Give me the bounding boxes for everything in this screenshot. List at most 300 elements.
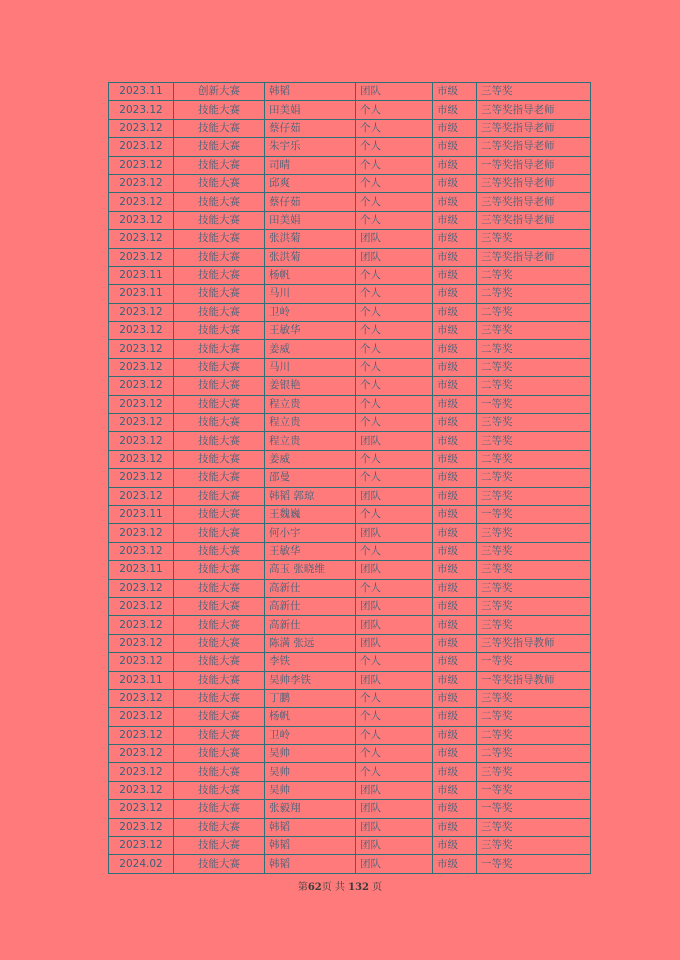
award-cell: 三等奖指导老师 (477, 211, 591, 229)
type-cell: 个人 (356, 303, 433, 321)
award-cell: 二等奖 (477, 469, 591, 487)
type-cell: 个人 (356, 138, 433, 156)
award-cell: 三等奖 (477, 597, 591, 615)
date-cell: 2023.12 (109, 542, 174, 560)
table-row (109, 818, 591, 836)
type-cell: 团队 (356, 432, 433, 450)
award-cell: 一等奖 (477, 855, 591, 873)
table-row (109, 211, 591, 229)
table-row (109, 689, 591, 707)
level-cell: 市级 (433, 340, 477, 358)
name-cell: 韩韬 (265, 855, 356, 873)
table-row (109, 174, 591, 192)
date-cell: 2023.12 (109, 101, 174, 119)
award-cell: 三等奖指导教师 (477, 634, 591, 652)
type-cell: 个人 (356, 266, 433, 284)
level-cell: 市级 (433, 358, 477, 376)
level-cell: 市级 (433, 818, 477, 836)
date-cell: 2023.12 (109, 340, 174, 358)
date-cell: 2023.12 (109, 156, 174, 174)
award-cell: 三等奖 (477, 561, 591, 579)
award-cell: 二等奖 (477, 745, 591, 763)
table-row (109, 542, 591, 560)
competition-cell: 技能大赛 (174, 193, 265, 211)
name-cell: 吴帅 (265, 745, 356, 763)
level-cell: 市级 (433, 524, 477, 542)
date-cell: 2023.11 (109, 505, 174, 523)
award-cell: 二等奖 (477, 708, 591, 726)
level-cell: 市级 (433, 248, 477, 266)
table-row (109, 450, 591, 468)
award-cell: 一等奖 (477, 653, 591, 671)
date-cell: 2023.12 (109, 800, 174, 818)
date-cell: 2023.12 (109, 579, 174, 597)
level-cell: 市级 (433, 138, 477, 156)
name-cell: 邵曼 (265, 469, 356, 487)
date-cell: 2023.12 (109, 248, 174, 266)
table-row (109, 138, 591, 156)
type-cell: 个人 (356, 414, 433, 432)
current-page-number: 62 (307, 882, 322, 893)
level-cell: 市级 (433, 322, 477, 340)
level-cell: 市级 (433, 708, 477, 726)
type-cell: 个人 (356, 505, 433, 523)
type-cell: 个人 (356, 689, 433, 707)
competition-cell: 技能大赛 (174, 156, 265, 174)
level-cell: 市级 (433, 726, 477, 744)
type-cell: 个人 (356, 763, 433, 781)
name-cell: 卫岭 (265, 726, 356, 744)
date-cell: 2023.12 (109, 193, 174, 211)
award-cell: 一等奖 (477, 800, 591, 818)
type-cell: 团队 (356, 597, 433, 615)
award-cell: 二等奖 (477, 358, 591, 376)
table-row (109, 377, 591, 395)
award-cell: 三等奖 (477, 818, 591, 836)
type-cell: 个人 (356, 745, 433, 763)
type-cell: 个人 (356, 119, 433, 137)
table-row (109, 505, 591, 523)
date-cell: 2023.12 (109, 745, 174, 763)
date-cell: 2023.12 (109, 653, 174, 671)
competition-cell: 技能大赛 (174, 395, 265, 413)
level-cell: 市级 (433, 781, 477, 799)
name-cell: 王敏华 (265, 322, 356, 340)
type-cell: 个人 (356, 156, 433, 174)
table-row (109, 193, 591, 211)
competition-cell: 技能大赛 (174, 303, 265, 321)
name-cell: 卫岭 (265, 303, 356, 321)
table-row (109, 156, 591, 174)
name-cell: 高新仕 (265, 597, 356, 615)
type-cell: 团队 (356, 230, 433, 248)
name-cell: 吴帅 (265, 781, 356, 799)
table-row (109, 579, 591, 597)
level-cell: 市级 (433, 83, 477, 101)
award-cell: 三等奖指导老师 (477, 248, 591, 266)
date-cell: 2023.12 (109, 119, 174, 137)
name-cell: 田美娟 (265, 101, 356, 119)
type-cell: 个人 (356, 653, 433, 671)
award-cell: 三等奖指导老师 (477, 193, 591, 211)
level-cell: 市级 (433, 634, 477, 652)
type-cell: 个人 (356, 101, 433, 119)
level-cell: 市级 (433, 653, 477, 671)
table-row (109, 616, 591, 634)
award-cell: 一等奖 (477, 395, 591, 413)
table-row (109, 266, 591, 284)
name-cell: 张洪菊 (265, 248, 356, 266)
table-row (109, 781, 591, 799)
name-cell: 韩韬 (265, 818, 356, 836)
name-cell: 姜威 (265, 450, 356, 468)
table-row (109, 432, 591, 450)
level-cell: 市级 (433, 174, 477, 192)
table-row (109, 524, 591, 542)
table-row (109, 745, 591, 763)
competition-cell: 技能大赛 (174, 708, 265, 726)
competition-cell: 技能大赛 (174, 450, 265, 468)
level-cell: 市级 (433, 156, 477, 174)
awards-table (108, 82, 591, 874)
date-cell: 2023.12 (109, 432, 174, 450)
competition-cell: 技能大赛 (174, 542, 265, 560)
table-row (109, 561, 591, 579)
awards-table-body (109, 83, 591, 874)
name-cell: 姜银艳 (265, 377, 356, 395)
competition-cell: 技能大赛 (174, 855, 265, 873)
name-cell: 张洪菊 (265, 230, 356, 248)
competition-cell: 技能大赛 (174, 505, 265, 523)
type-cell: 团队 (356, 671, 433, 689)
award-cell: 一等奖指导老师 (477, 156, 591, 174)
type-cell: 团队 (356, 524, 433, 542)
competition-cell: 技能大赛 (174, 138, 265, 156)
table-row (109, 855, 591, 873)
type-cell: 个人 (356, 542, 433, 560)
date-cell: 2023.12 (109, 322, 174, 340)
type-cell: 个人 (356, 579, 433, 597)
table-row (109, 101, 591, 119)
type-cell: 团队 (356, 561, 433, 579)
award-cell: 二等奖 (477, 377, 591, 395)
name-cell: 程立贵 (265, 432, 356, 450)
date-cell: 2023.12 (109, 781, 174, 799)
name-cell: 马川 (265, 285, 356, 303)
level-cell: 市级 (433, 745, 477, 763)
type-cell: 团队 (356, 837, 433, 855)
name-cell: 杨帆 (265, 266, 356, 284)
name-cell: 陈满 张远 (265, 634, 356, 652)
table-row (109, 837, 591, 855)
table-row (109, 322, 591, 340)
level-cell: 市级 (433, 837, 477, 855)
name-cell: 张毅翔 (265, 800, 356, 818)
date-cell: 2023.12 (109, 303, 174, 321)
type-cell: 团队 (356, 248, 433, 266)
name-cell: 田美娟 (265, 211, 356, 229)
table-row (109, 487, 591, 505)
award-cell: 三等奖 (477, 487, 591, 505)
name-cell: 吴帅 (265, 763, 356, 781)
competition-cell: 技能大赛 (174, 119, 265, 137)
table-row (109, 358, 591, 376)
date-cell: 2023.12 (109, 763, 174, 781)
name-cell: 杨帆 (265, 708, 356, 726)
footer-middle: 页 共 (321, 882, 349, 893)
date-cell: 2023.12 (109, 469, 174, 487)
level-cell: 市级 (433, 119, 477, 137)
level-cell: 市级 (433, 579, 477, 597)
name-cell: 蔡仔茹 (265, 119, 356, 137)
level-cell: 市级 (433, 469, 477, 487)
name-cell: 韩韬 (265, 83, 356, 101)
competition-cell: 技能大赛 (174, 487, 265, 505)
date-cell: 2023.12 (109, 211, 174, 229)
type-cell: 团队 (356, 800, 433, 818)
award-cell: 三等奖指导老师 (477, 101, 591, 119)
type-cell: 团队 (356, 487, 433, 505)
competition-cell: 技能大赛 (174, 414, 265, 432)
competition-cell: 技能大赛 (174, 726, 265, 744)
type-cell: 个人 (356, 469, 433, 487)
award-cell: 二等奖 (477, 266, 591, 284)
total-page-count: 132 (348, 882, 369, 893)
table-row (109, 230, 591, 248)
level-cell: 市级 (433, 101, 477, 119)
competition-cell: 技能大赛 (174, 653, 265, 671)
date-cell: 2023.12 (109, 524, 174, 542)
type-cell: 个人 (356, 358, 433, 376)
date-cell: 2023.11 (109, 266, 174, 284)
award-cell: 三等奖 (477, 432, 591, 450)
name-cell: 马川 (265, 358, 356, 376)
table-row (109, 119, 591, 137)
name-cell: 程立贵 (265, 395, 356, 413)
competition-cell: 技能大赛 (174, 322, 265, 340)
type-cell: 个人 (356, 395, 433, 413)
table-row (109, 597, 591, 615)
table-row (109, 285, 591, 303)
type-cell: 个人 (356, 726, 433, 744)
competition-cell: 技能大赛 (174, 377, 265, 395)
name-cell: 何小宇 (265, 524, 356, 542)
type-cell: 个人 (356, 211, 433, 229)
date-cell: 2024.02 (109, 855, 174, 873)
level-cell: 市级 (433, 211, 477, 229)
date-cell: 2023.12 (109, 395, 174, 413)
date-cell: 2023.12 (109, 174, 174, 192)
competition-cell: 技能大赛 (174, 358, 265, 376)
award-cell: 三等奖 (477, 616, 591, 634)
competition-cell: 技能大赛 (174, 266, 265, 284)
type-cell: 个人 (356, 377, 433, 395)
award-cell: 一等奖 (477, 505, 591, 523)
table-row (109, 83, 591, 101)
table-row (109, 726, 591, 744)
date-cell: 2023.12 (109, 634, 174, 652)
competition-cell: 技能大赛 (174, 248, 265, 266)
type-cell: 个人 (356, 450, 433, 468)
table-row (109, 340, 591, 358)
date-cell: 2023.12 (109, 138, 174, 156)
date-cell: 2023.12 (109, 616, 174, 634)
level-cell: 市级 (433, 855, 477, 873)
award-cell: 三等奖指导老师 (477, 119, 591, 137)
type-cell: 团队 (356, 781, 433, 799)
name-cell: 高玉 张晓维 (265, 561, 356, 579)
table-row (109, 303, 591, 321)
type-cell: 团队 (356, 616, 433, 634)
level-cell: 市级 (433, 285, 477, 303)
level-cell: 市级 (433, 266, 477, 284)
name-cell: 邱爽 (265, 174, 356, 192)
award-cell: 二等奖指导老师 (477, 138, 591, 156)
level-cell: 市级 (433, 505, 477, 523)
footer-suffix: 页 (368, 882, 383, 893)
competition-cell: 技能大赛 (174, 579, 265, 597)
award-cell: 三等奖 (477, 83, 591, 101)
type-cell: 团队 (356, 634, 433, 652)
table-row (109, 634, 591, 652)
date-cell: 2023.11 (109, 285, 174, 303)
competition-cell: 技能大赛 (174, 616, 265, 634)
table-row (109, 395, 591, 413)
table-row (109, 414, 591, 432)
competition-cell: 技能大赛 (174, 524, 265, 542)
award-cell: 二等奖 (477, 450, 591, 468)
level-cell: 市级 (433, 193, 477, 211)
award-cell: 二等奖 (477, 340, 591, 358)
level-cell: 市级 (433, 689, 477, 707)
competition-cell: 技能大赛 (174, 469, 265, 487)
competition-cell: 技能大赛 (174, 340, 265, 358)
competition-cell: 技能大赛 (174, 781, 265, 799)
name-cell: 丁鹏 (265, 689, 356, 707)
level-cell: 市级 (433, 450, 477, 468)
footer-prefix: 第 (297, 882, 308, 893)
date-cell: 2023.12 (109, 689, 174, 707)
competition-cell: 技能大赛 (174, 671, 265, 689)
level-cell: 市级 (433, 230, 477, 248)
date-cell: 2023.12 (109, 708, 174, 726)
name-cell: 姜威 (265, 340, 356, 358)
name-cell: 程立贵 (265, 414, 356, 432)
competition-cell: 技能大赛 (174, 101, 265, 119)
name-cell: 韩韬 郭琼 (265, 487, 356, 505)
level-cell: 市级 (433, 763, 477, 781)
date-cell: 2023.11 (109, 83, 174, 101)
date-cell: 2023.12 (109, 414, 174, 432)
level-cell: 市级 (433, 597, 477, 615)
date-cell: 2023.12 (109, 837, 174, 855)
competition-cell: 技能大赛 (174, 800, 265, 818)
level-cell: 市级 (433, 303, 477, 321)
competition-cell: 技能大赛 (174, 837, 265, 855)
type-cell: 个人 (356, 340, 433, 358)
competition-cell: 技能大赛 (174, 174, 265, 192)
type-cell: 团队 (356, 855, 433, 873)
name-cell: 王魏巍 (265, 505, 356, 523)
competition-cell: 技能大赛 (174, 745, 265, 763)
date-cell: 2023.12 (109, 597, 174, 615)
date-cell: 2023.12 (109, 450, 174, 468)
name-cell: 朱宇乐 (265, 138, 356, 156)
table-row (109, 248, 591, 266)
name-cell: 高新仕 (265, 579, 356, 597)
level-cell: 市级 (433, 561, 477, 579)
competition-cell: 技能大赛 (174, 634, 265, 652)
name-cell: 司晴 (265, 156, 356, 174)
competition-cell: 技能大赛 (174, 597, 265, 615)
name-cell: 高新仕 (265, 616, 356, 634)
name-cell: 王敏华 (265, 542, 356, 560)
award-cell: 三等奖 (477, 837, 591, 855)
type-cell: 个人 (356, 322, 433, 340)
table-row (109, 708, 591, 726)
type-cell: 个人 (356, 174, 433, 192)
level-cell: 市级 (433, 432, 477, 450)
level-cell: 市级 (433, 616, 477, 634)
award-cell: 三等奖 (477, 542, 591, 560)
award-cell: 三等奖 (477, 524, 591, 542)
competition-cell: 创新大赛 (174, 83, 265, 101)
name-cell: 李铁 (265, 653, 356, 671)
award-cell: 三等奖指导老师 (477, 174, 591, 192)
award-cell: 一等奖 (477, 781, 591, 799)
table-row (109, 671, 591, 689)
award-cell: 三等奖 (477, 763, 591, 781)
competition-cell: 技能大赛 (174, 818, 265, 836)
competition-cell: 技能大赛 (174, 432, 265, 450)
name-cell: 吴帅李铁 (265, 671, 356, 689)
table-row (109, 653, 591, 671)
award-cell: 三等奖 (477, 579, 591, 597)
level-cell: 市级 (433, 800, 477, 818)
level-cell: 市级 (433, 414, 477, 432)
date-cell: 2023.11 (109, 561, 174, 579)
date-cell: 2023.12 (109, 358, 174, 376)
table-row (109, 469, 591, 487)
date-cell: 2023.12 (109, 487, 174, 505)
table-row (109, 800, 591, 818)
award-cell: 三等奖 (477, 689, 591, 707)
award-cell: 三等奖 (477, 414, 591, 432)
award-cell: 二等奖 (477, 726, 591, 744)
type-cell: 团队 (356, 83, 433, 101)
table-row (109, 763, 591, 781)
type-cell: 个人 (356, 193, 433, 211)
award-cell: 二等奖 (477, 285, 591, 303)
date-cell: 2023.12 (109, 230, 174, 248)
award-cell: 一等奖指导教师 (477, 671, 591, 689)
type-cell: 个人 (356, 285, 433, 303)
page-footer (0, 878, 680, 893)
competition-cell: 技能大赛 (174, 561, 265, 579)
name-cell: 韩韬 (265, 837, 356, 855)
competition-cell: 技能大赛 (174, 211, 265, 229)
date-cell: 2023.12 (109, 818, 174, 836)
date-cell: 2023.12 (109, 726, 174, 744)
competition-cell: 技能大赛 (174, 689, 265, 707)
level-cell: 市级 (433, 377, 477, 395)
type-cell: 团队 (356, 818, 433, 836)
level-cell: 市级 (433, 487, 477, 505)
award-cell: 三等奖 (477, 230, 591, 248)
award-cell: 二等奖 (477, 303, 591, 321)
competition-cell: 技能大赛 (174, 230, 265, 248)
award-cell: 三等奖 (477, 322, 591, 340)
